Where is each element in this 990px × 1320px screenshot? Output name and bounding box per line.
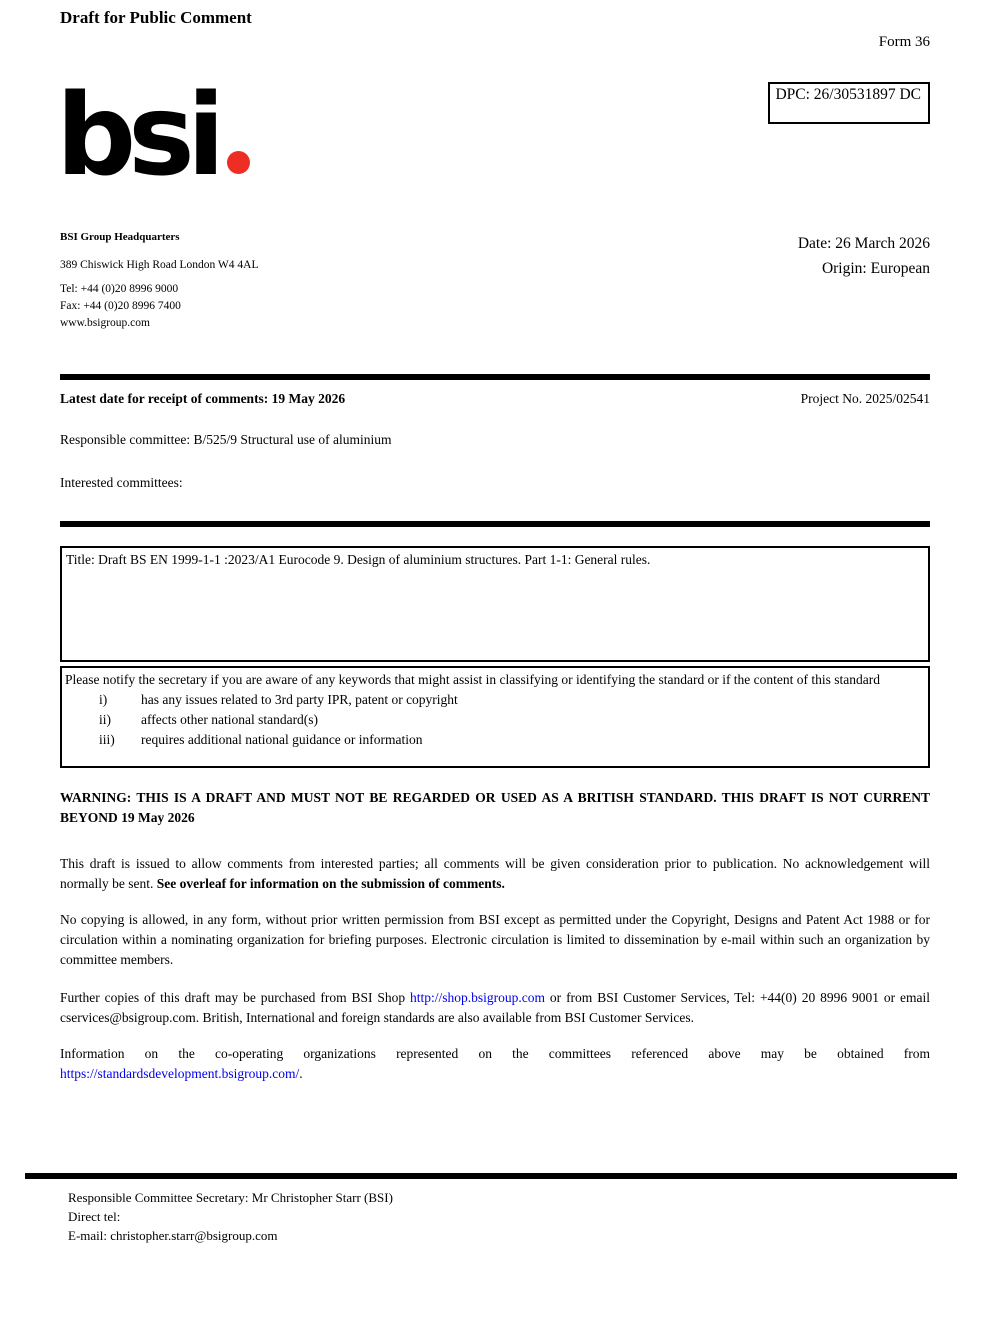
- cooperating-orgs-paragraph: [60, 1044, 930, 1084]
- headquarters-website: www.bsigroup.com: [60, 317, 150, 329]
- bsi-shop-link[interactable]: http://shop.bsigroup.com: [410, 990, 546, 1005]
- origin-value: Origin: European: [821, 260, 930, 277]
- project-number-label: Project No. 2025/02541: [800, 391, 930, 406]
- headquarters-title: BSI Group Headquarters: [60, 231, 180, 243]
- date-origin-block: [798, 231, 930, 281]
- bsi-logo-dot-icon: [227, 151, 250, 174]
- interested-committees-line: Interested committees:: [60, 475, 183, 490]
- footer-secretary-block: [68, 1188, 930, 1245]
- horizontal-rule-middle: [60, 521, 930, 527]
- form-number-label: Form 36: [878, 34, 930, 50]
- keywords-item-iii-text: requires additional national guidance or information: [141, 732, 423, 747]
- keywords-item-iii: [65, 730, 924, 750]
- responsible-committee-line: Responsible committee: B/525/9 Structural use of aluminium: [60, 432, 392, 447]
- headquarters-tel: Tel: +44 (0)20 8996 9000: [60, 283, 179, 295]
- draft-issued-bold-text: See overleaf for information on the submission of comments.: [156, 876, 505, 891]
- draft-issued-text: This draft is issued to allow comments from interested parties; all comments will be given consideration prior to publication. No acknowledgement will normally be sent.: [60, 856, 930, 891]
- headquarters-block: [60, 231, 258, 332]
- no-copying-paragraph: No copying is allowed, in any form, without prior written permission from BSI except as permitted under the Copyright, Designs and Patent Act 1988 or for circulation within a nominating organization for briefing purposes. Electronic circulation is limited to dissemination by e-mail within such an organization by committee members.: [60, 912, 930, 967]
- keywords-item-ii: [65, 710, 924, 730]
- bsi-logo-text: bsi: [56, 71, 218, 201]
- headquarters-address: 389 Chiswick High Road London W4 4AL: [60, 259, 259, 271]
- footer-direct-tel-line: Direct tel:: [68, 1209, 121, 1224]
- keywords-intro: Please notify the secretary if you are aware of any keywords that might assist in classifying or identifying the standard or if the content of this standard: [65, 672, 881, 687]
- bsi-logo: [56, 71, 250, 201]
- document-body: [60, 374, 930, 1245]
- keywords-notify-box: [60, 666, 930, 768]
- keywords-item-ii-text: affects other national standard(s): [141, 712, 319, 727]
- warning-paragraph: WARNING: THIS IS A DRAFT AND MUST NOT BE REGARDED OR USED AS A BRITISH STANDARD. THIS DRAFT IS NOT CURRENT BEYOND 19 May 2026: [60, 790, 930, 825]
- further-copies-paragraph: [60, 988, 930, 1028]
- draft-issued-paragraph: [60, 854, 930, 894]
- further-copies-text: Further copies of this draft may be purchased from BSI Shop: [60, 990, 411, 1005]
- further-copies-text2: or from BSI Customer Services, Tel: +44(0) 20 8996 9001 or email cservices@bsigroup.com. British, International and foreign standards are also available from BSI Customer Services.: [60, 990, 931, 1025]
- document-header: [0, 0, 990, 374]
- horizontal-rule-footer: [25, 1173, 957, 1179]
- footer-secretary-line: Responsible Committee Secretary: Mr Christopher Starr (BSI): [68, 1190, 393, 1205]
- keywords-item-i-number: i): [99, 692, 108, 707]
- standard-title-box: [60, 546, 930, 662]
- cooperating-orgs-text: Information on the co-operating organizations represented on the committees referenced above may be obtained from: [60, 1046, 930, 1061]
- dpc-number: DPC: 26/30531897 DC: [775, 86, 921, 103]
- draft-for-public-comment-label: Draft for Public Comment: [60, 8, 252, 27]
- date-value: Date: 26 March 2026: [797, 235, 930, 252]
- footer-email-line: E-mail: christopher.starr@bsigroup.com: [68, 1228, 278, 1243]
- keywords-item-ii-number: ii): [99, 712, 111, 727]
- horizontal-rule-top: [60, 374, 930, 380]
- cooperating-orgs-period: .: [299, 1066, 303, 1081]
- keywords-item-i: [65, 690, 924, 710]
- latest-date-label: Latest date for receipt of comments: 19 May 2026: [60, 391, 346, 406]
- dpc-number-box: [768, 82, 930, 124]
- standard-title: Title: Draft BS EN 1999-1-1 :2023/A1 Eurocode 9. Design of aluminium structures. Part 1-1: General rules.: [66, 552, 651, 567]
- headquarters-fax: Fax: +44 (0)20 8996 7400: [60, 300, 181, 312]
- keywords-item-iii-number: iii): [99, 732, 115, 747]
- standards-development-link[interactable]: https://standardsdevelopment.bsigroup.com/: [60, 1066, 300, 1081]
- keywords-item-i-text: has any issues related to 3rd party IPR, patent or copyright: [141, 692, 458, 707]
- comments-deadline-row: [60, 391, 930, 407]
